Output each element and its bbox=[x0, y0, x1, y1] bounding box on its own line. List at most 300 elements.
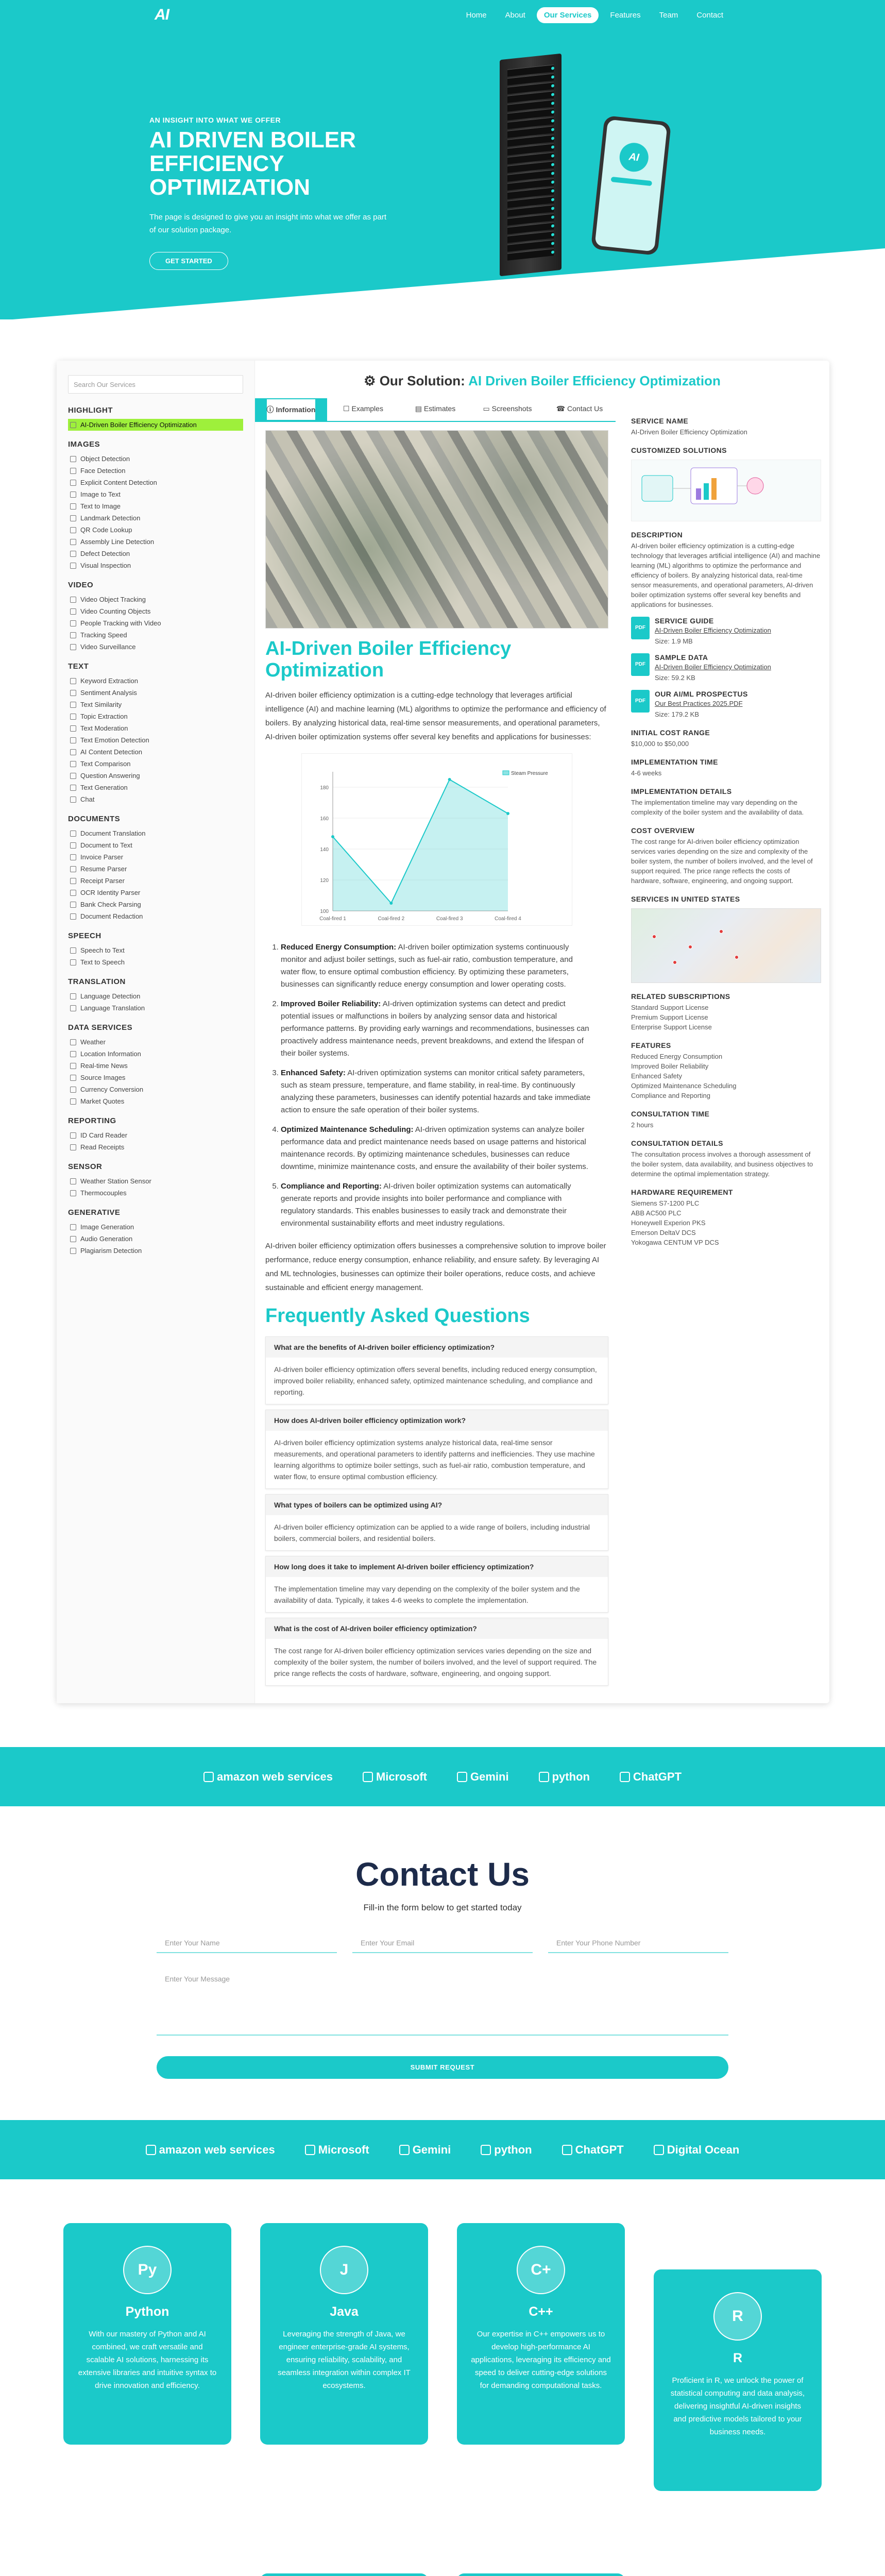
service-icon bbox=[70, 993, 76, 999]
phone-bar bbox=[611, 177, 653, 186]
data-point bbox=[448, 778, 451, 781]
sidebar-item-label: Language Detection bbox=[80, 992, 141, 1000]
tab-label: Examples bbox=[351, 398, 383, 419]
map-marker[interactable] bbox=[688, 945, 692, 949]
sidebar-item-label: Speech to Text bbox=[80, 946, 125, 954]
sidebar-item[interactable] bbox=[68, 1141, 243, 1153]
service-icon bbox=[70, 725, 76, 732]
faq-question[interactable]: What types of boilers can be optimized using AI? bbox=[266, 1495, 608, 1515]
document-link[interactable]: AI-Driven Boiler Efficiency Optimization bbox=[655, 663, 771, 671]
document-size: Size: 179.2 KB bbox=[655, 710, 699, 718]
tab-label: Information bbox=[276, 399, 315, 420]
sidebar-category: SENSOR bbox=[68, 1162, 103, 1171]
sidebar-item-label: Keyword Extraction bbox=[80, 677, 138, 685]
contact-section bbox=[0, 1806, 885, 2120]
sidebar-item[interactable] bbox=[68, 899, 243, 910]
service-icon bbox=[70, 749, 76, 755]
document-link[interactable]: AI-Driven Boiler Efficiency Optimization bbox=[655, 626, 771, 634]
sidebar-item-label: Weather bbox=[80, 1038, 106, 1046]
server-light bbox=[551, 242, 554, 245]
document-size: Size: 59.2 KB bbox=[655, 674, 695, 682]
us-map[interactable] bbox=[631, 908, 821, 983]
service-icon bbox=[70, 1005, 76, 1011]
search-services-input[interactable]: Search Our Services bbox=[68, 375, 243, 394]
language-icon: C+ bbox=[517, 2246, 565, 2294]
server-light bbox=[551, 119, 554, 123]
services-sidebar bbox=[57, 361, 255, 1703]
sidebar-item-label: Text to Speech bbox=[80, 958, 125, 966]
sidebar-item[interactable] bbox=[68, 1083, 243, 1095]
get-started-button[interactable]: GET STARTED bbox=[149, 252, 228, 270]
sidebar-item[interactable] bbox=[68, 524, 243, 536]
server-light bbox=[551, 224, 554, 228]
sidebar-item-label: Text Moderation bbox=[80, 724, 128, 732]
service-icon bbox=[70, 1248, 76, 1254]
benefit-item bbox=[281, 1124, 593, 1173]
logo-mark-icon bbox=[620, 1772, 630, 1782]
message-input[interactable]: Enter Your Message bbox=[157, 1969, 728, 2036]
sidebar-item-label: Location Information bbox=[80, 1050, 141, 1058]
cost-heading: INITIAL COST RANGE bbox=[631, 728, 710, 737]
sidebar-item-label: Invoice Parser bbox=[80, 853, 124, 861]
sidebar-item[interactable] bbox=[68, 629, 243, 641]
sidebar-category: DATA SERVICES bbox=[68, 1023, 133, 1032]
tab-contact-us[interactable] bbox=[543, 398, 616, 421]
consultation-details-value: The consultation process involves a thorough assessment of the boiler system, data availability, and business objectives to determine the optimal implementation strategy. bbox=[631, 1150, 813, 1178]
tab-estimates[interactable] bbox=[399, 398, 471, 421]
nav-link-home[interactable]: Home bbox=[466, 11, 487, 20]
partner-logo bbox=[457, 1770, 509, 1784]
sidebar-item[interactable] bbox=[68, 851, 243, 863]
x-tick-label: Coal-fired 4 bbox=[495, 916, 521, 922]
sidebar-item-label: Image to Text bbox=[80, 490, 121, 498]
partner-logo bbox=[481, 2143, 532, 2157]
partner-logo bbox=[399, 2143, 451, 2157]
features-list bbox=[631, 1052, 821, 1100]
server-light bbox=[551, 75, 554, 79]
hw-item: Emerson DeltaV DCS bbox=[631, 1229, 696, 1236]
service-icon bbox=[70, 620, 76, 626]
sidebar-item[interactable] bbox=[68, 560, 243, 571]
sidebar-item-label: Image Generation bbox=[80, 1223, 134, 1231]
steam-pressure-chart bbox=[301, 753, 572, 926]
sidebar-item-label: AI Content Detection bbox=[80, 748, 142, 756]
server-light bbox=[551, 84, 554, 88]
sidebar-item[interactable] bbox=[68, 1048, 243, 1060]
sidebar-item[interactable] bbox=[68, 419, 243, 431]
sidebar-item[interactable] bbox=[68, 863, 243, 875]
content-tabs bbox=[255, 398, 616, 422]
partner-logo bbox=[539, 1770, 590, 1784]
sidebar-categories bbox=[68, 406, 243, 1257]
logo-mark-icon bbox=[481, 2145, 491, 2155]
contact-fields-row bbox=[157, 1934, 728, 1953]
customized-heading: CUSTOMIZED SOLUTIONS bbox=[631, 446, 727, 454]
language-description: Leveraging the strength of Java, we engineer enterprise-grade AI systems, ensuring reliability, scalability, and seamless integration within complex IT ecosystems. bbox=[278, 2330, 411, 2390]
subs-item: Enterprise Support License bbox=[631, 1023, 712, 1031]
sidebar-item-label: Defect Detection bbox=[80, 550, 130, 557]
legend-label: Steam Pressure bbox=[511, 771, 548, 776]
sidebar-item[interactable] bbox=[68, 687, 243, 699]
service-icon bbox=[70, 678, 76, 684]
sidebar-item[interactable] bbox=[68, 1129, 243, 1141]
tab-label: Screenshots bbox=[492, 398, 532, 419]
logo-label: Gemini bbox=[412, 2143, 451, 2156]
sidebar-item-label: Video Counting Objects bbox=[80, 607, 151, 615]
server-light bbox=[551, 172, 554, 175]
sidebar-item-label: Bank Check Parsing bbox=[80, 901, 141, 908]
logo-label: Microsoft bbox=[318, 2143, 369, 2156]
sidebar-item[interactable] bbox=[68, 758, 243, 770]
sidebar-item[interactable] bbox=[68, 782, 243, 793]
hero-section bbox=[0, 0, 885, 319]
service-icon bbox=[70, 866, 76, 872]
language-icon: Py bbox=[123, 2246, 172, 2294]
faq-question[interactable]: What are the benefits of AI-driven boiler efficiency optimization? bbox=[266, 1337, 608, 1358]
email-input[interactable]: Enter Your Email bbox=[352, 1934, 533, 1953]
sidebar-item[interactable] bbox=[68, 536, 243, 548]
document-heading: SAMPLE DATA bbox=[655, 653, 708, 662]
faq-question[interactable]: What is the cost of AI-driven boiler efficiency optimization? bbox=[266, 1618, 608, 1639]
subs-item: Premium Support License bbox=[631, 1013, 708, 1021]
benefit-title: Improved Boiler Reliability: bbox=[281, 999, 381, 1008]
implementation-value: 4-6 weeks bbox=[631, 769, 662, 777]
service-icon bbox=[70, 1178, 76, 1184]
service-icon bbox=[70, 1087, 76, 1093]
service-icon bbox=[70, 1144, 76, 1150]
map-marker[interactable] bbox=[719, 929, 723, 934]
benefit-title: Enhanced Safety: bbox=[281, 1069, 346, 1077]
service-icon bbox=[70, 890, 76, 896]
phone-input[interactable]: Enter Your Phone Number bbox=[548, 1934, 728, 1953]
name-input[interactable]: Enter Your Name bbox=[157, 1934, 337, 1953]
x-tick-label: Coal-fired 2 bbox=[378, 916, 405, 922]
sidebar-item[interactable] bbox=[68, 1095, 243, 1107]
subscriptions-heading: RELATED SUBSCRIPTIONS bbox=[631, 992, 730, 1001]
language-description: Proficient in R, we unlock the power of statistical computing and data analysis, delivering insightful AI-driven insights and predictive models tailored to your business needs. bbox=[670, 2376, 805, 2436]
tab-icon: ▭ bbox=[483, 398, 492, 419]
logo-label: ChatGPT bbox=[575, 2143, 624, 2156]
hw-item: ABB AC500 PLC bbox=[631, 1209, 682, 1217]
sidebar-item[interactable] bbox=[68, 827, 243, 839]
feat-item: Enhanced Safety bbox=[631, 1072, 683, 1080]
logo-mark-icon bbox=[654, 2145, 664, 2155]
language-card-julia bbox=[260, 2573, 428, 2576]
download-documents bbox=[631, 617, 821, 719]
right-info-column bbox=[616, 398, 829, 1703]
top-navigation bbox=[0, 0, 885, 29]
hw-item: Honeywell Experion PKS bbox=[631, 1219, 706, 1227]
sidebar-item[interactable] bbox=[68, 675, 243, 687]
service-icon bbox=[70, 644, 76, 650]
sidebar-item[interactable] bbox=[68, 722, 243, 734]
sidebar-category: TEXT bbox=[68, 662, 89, 671]
service-icon bbox=[70, 690, 76, 696]
sidebar-item[interactable] bbox=[68, 699, 243, 710]
sidebar-item[interactable] bbox=[68, 1175, 243, 1187]
sidebar-item[interactable] bbox=[68, 1060, 243, 1072]
document-heading: OUR AI/ML PROSPECTUS bbox=[655, 690, 748, 698]
server-light bbox=[551, 207, 554, 210]
nav-link-our-services[interactable]: Our Services bbox=[537, 7, 599, 23]
language-name: R bbox=[733, 2351, 743, 2365]
logo-label: Gemini bbox=[470, 1770, 509, 1783]
sidebar-item-label: Sentiment Analysis bbox=[80, 689, 137, 697]
service-icon bbox=[70, 563, 76, 569]
service-icon bbox=[70, 492, 76, 498]
logo-mark-icon bbox=[363, 1772, 373, 1782]
feat-item: Reduced Energy Consumption bbox=[631, 1053, 723, 1060]
sidebar-item-label: Thermocouples bbox=[80, 1189, 127, 1197]
server-light bbox=[551, 189, 554, 193]
solution-name: AI Driven Boiler Efficiency Optimization bbox=[468, 373, 721, 388]
sidebar-item-label: Read Receipts bbox=[80, 1143, 125, 1151]
document-download[interactable] bbox=[631, 690, 821, 719]
phone-screen bbox=[594, 120, 667, 252]
partner-logo bbox=[146, 2143, 275, 2157]
tab-examples[interactable] bbox=[327, 398, 399, 421]
sidebar-item-label: Visual Inspection bbox=[80, 562, 131, 569]
benefit-title: Reduced Energy Consumption: bbox=[281, 943, 397, 952]
service-icon bbox=[70, 1051, 76, 1057]
language-card-python bbox=[63, 2223, 231, 2445]
server-light bbox=[551, 233, 554, 236]
sidebar-item-label: Object Detection bbox=[80, 455, 130, 463]
contact-title: Contact Us bbox=[355, 1856, 530, 1893]
partner-logo bbox=[654, 2143, 740, 2157]
nav-link-features[interactable]: Features bbox=[610, 11, 641, 20]
service-icon bbox=[70, 761, 76, 767]
nav-link-about[interactable]: About bbox=[505, 11, 525, 20]
document-download[interactable] bbox=[631, 653, 821, 683]
faq-answer: The cost range for AI-driven boiler efficiency optimization services varies depending on the size and complexity of the boiler system, the number of boilers involved, and the level of support required. The price range reflects the costs of hardware, software, engineering, and ongoing support. bbox=[274, 1647, 597, 1677]
feat-item: Improved Boiler Reliability bbox=[631, 1062, 709, 1070]
sidebar-item[interactable] bbox=[68, 1245, 243, 1257]
server-light bbox=[551, 145, 554, 149]
hardware-list bbox=[631, 1198, 821, 1247]
logo-label: Digital Ocean bbox=[667, 2143, 740, 2156]
language-name: Python bbox=[125, 2304, 169, 2319]
server-light bbox=[551, 66, 554, 70]
sidebar-item[interactable] bbox=[68, 617, 243, 629]
benefit-item bbox=[281, 998, 593, 1060]
x-tick-label: Coal-fired 3 bbox=[436, 916, 463, 922]
benefit-item bbox=[281, 1180, 593, 1230]
sidebar-item[interactable] bbox=[68, 1187, 243, 1199]
document-download[interactable] bbox=[631, 617, 821, 646]
hw-item: Yokogawa CENTUM VP DCS bbox=[631, 1239, 719, 1246]
sidebar-item-label: Document Redaction bbox=[80, 912, 143, 920]
service-icon bbox=[70, 913, 76, 920]
sidebar-item-label: Language Translation bbox=[80, 1004, 145, 1012]
sidebar-item-label: Resume Parser bbox=[80, 865, 127, 873]
hero-diagonal bbox=[0, 248, 885, 320]
sidebar-item[interactable] bbox=[68, 710, 243, 722]
language-description: Our expertise in C++ empowers us to develop high-performance AI applications, leveraging its efficiency and speed to deliver cutting-edge solutions for demanding computational tasks. bbox=[471, 2330, 611, 2390]
service-icon bbox=[70, 1224, 76, 1230]
faq-answer: AI-driven boiler efficiency optimization offers several benefits, including reduced energy consumption, improved boiler reliability, enhanced safety, optimized maintenance scheduling, and compliance and reporting. bbox=[274, 1365, 597, 1396]
service-icon bbox=[70, 515, 76, 521]
sidebar-category: REPORTING bbox=[68, 1116, 116, 1125]
service-icon bbox=[70, 785, 76, 791]
logo-label: amazon web services bbox=[159, 2143, 275, 2156]
site-logo[interactable]: AI bbox=[155, 6, 169, 23]
sidebar-item[interactable] bbox=[68, 793, 243, 805]
service-icon bbox=[70, 1190, 76, 1196]
service-icon bbox=[70, 456, 76, 462]
sidebar-item[interactable] bbox=[68, 944, 243, 956]
benefit-text: AI-driven boiler optimization systems continuously monitor and adjust boiler settings, such as fuel-air ratio, combustion temperature, and water flow, to ensure optimal combustion efficiency. By optimizing these parameters, businesses can significantly reduce energy consumption and lower operating costs. bbox=[281, 943, 573, 989]
map-marker[interactable] bbox=[673, 960, 677, 964]
tab-screenshots[interactable] bbox=[471, 398, 543, 421]
sidebar-item[interactable] bbox=[68, 1002, 243, 1014]
tab-information[interactable] bbox=[255, 398, 327, 421]
server-light bbox=[551, 110, 554, 114]
tab-icon: ⓘ bbox=[267, 399, 276, 420]
logo-label: amazon web services bbox=[216, 1770, 333, 1783]
service-icon bbox=[70, 1075, 76, 1081]
area-fill bbox=[333, 779, 508, 911]
document-info bbox=[655, 690, 748, 719]
sidebar-category: GENERATIVE bbox=[68, 1208, 121, 1217]
hw-item: Siemens S7-1200 PLC bbox=[631, 1199, 700, 1207]
sidebar-item-label: Question Answering bbox=[80, 772, 140, 779]
service-name-value: AI-Driven Boiler Efficiency Optimization bbox=[631, 428, 747, 436]
feat-item: Compliance and Reporting bbox=[631, 1092, 710, 1099]
sidebar-item[interactable] bbox=[68, 488, 243, 500]
nav-link-contact[interactable]: Contact bbox=[696, 11, 723, 20]
map-marker[interactable] bbox=[652, 935, 656, 939]
sidebar-item[interactable] bbox=[68, 910, 243, 922]
benefit-item bbox=[281, 1067, 593, 1116]
sidebar-item[interactable] bbox=[68, 641, 243, 653]
sidebar-category: TRANSLATION bbox=[68, 977, 126, 986]
nav-link-team[interactable]: Team bbox=[659, 11, 678, 20]
sidebar-item[interactable] bbox=[68, 875, 243, 887]
partner-logo-bar bbox=[0, 1747, 885, 1806]
sidebar-category: SPEECH bbox=[68, 931, 101, 940]
sidebar-category: VIDEO bbox=[68, 581, 94, 589]
phone-illustration bbox=[591, 115, 671, 256]
contact-subtitle: Fill-in the form below to get started today bbox=[363, 1903, 522, 1912]
partner-logo bbox=[363, 1770, 427, 1784]
sidebar-item[interactable] bbox=[68, 839, 243, 851]
sidebar-item[interactable] bbox=[68, 1233, 243, 1245]
service-icon bbox=[70, 422, 76, 428]
partner-logo bbox=[203, 1770, 333, 1784]
pdf-icon: PDF bbox=[631, 617, 650, 639]
aerial-photo bbox=[265, 430, 608, 629]
sidebar-item[interactable] bbox=[68, 956, 243, 968]
hero-description: The page is designed to give you an insight into what we offer as part of our solution package. bbox=[149, 213, 387, 234]
description-value: AI-driven boiler efficiency optimization is a cutting-edge technology that leverages artificial intelligence (AI) and machine learning (ML) algorithms to optimize the performance and efficiency of boilers. By analyzing historical data, real-time sensor measurements, and operational parameters, AI-driven boiler optimization systems offer several key benefits and applications for businesses. bbox=[631, 542, 821, 608]
sidebar-item-label: Receipt Parser bbox=[80, 877, 125, 885]
faq-item[interactable] bbox=[265, 1410, 608, 1489]
sidebar-item[interactable] bbox=[68, 512, 243, 524]
service-icon bbox=[70, 702, 76, 708]
service-icon bbox=[70, 737, 76, 743]
description-heading: DESCRIPTION bbox=[631, 531, 683, 539]
logo-label: python bbox=[494, 2143, 532, 2156]
submit-request-button[interactable]: SUBMIT REQUEST bbox=[157, 2056, 728, 2079]
faq-answer: AI-driven boiler efficiency optimization can be applied to a wide range of boilers, including industrial boilers, commercial boilers, and residential boilers. bbox=[274, 1523, 590, 1543]
service-panel bbox=[57, 361, 829, 1703]
sidebar-item-label: Market Quotes bbox=[80, 1097, 125, 1105]
sidebar-item-label: Document to Text bbox=[80, 841, 132, 849]
phone-logo: AI bbox=[618, 142, 650, 174]
consultation-details-heading: CONSULTATION DETAILS bbox=[631, 1139, 723, 1147]
faq-item[interactable] bbox=[265, 1618, 608, 1686]
logo-label: ChatGPT bbox=[633, 1770, 682, 1783]
sidebar-item-label: Plagiarism Detection bbox=[80, 1247, 142, 1255]
service-icon bbox=[70, 608, 76, 615]
sidebar-item[interactable] bbox=[68, 605, 243, 617]
faq-question[interactable]: How does AI-driven boiler efficiency optimization work? bbox=[266, 1410, 608, 1431]
sidebar-item[interactable] bbox=[68, 770, 243, 782]
sidebar-item[interactable] bbox=[68, 594, 243, 605]
languages-grid bbox=[0, 2179, 885, 2576]
language-card-java bbox=[260, 2223, 428, 2445]
sidebar-item-label: Audio Generation bbox=[80, 1235, 133, 1243]
sidebar-item[interactable] bbox=[68, 1221, 243, 1233]
sidebar-item[interactable] bbox=[68, 746, 243, 758]
sidebar-item[interactable] bbox=[68, 734, 243, 746]
tab-label: Estimates bbox=[424, 398, 455, 419]
service-icon bbox=[70, 1098, 76, 1105]
benefit-text: AI-driven optimization systems can monitor critical safety parameters, such as steam pressure, temperature, and flame stability, in real-time. By continuously analyzing these parameters, businesses can identify potential hazards and take immediate action to ensure the safe operation of their boiler systems. bbox=[281, 1069, 591, 1114]
sidebar-item[interactable] bbox=[68, 887, 243, 899]
sidebar-item[interactable] bbox=[68, 1072, 243, 1083]
sidebar-category: DOCUMENTS bbox=[68, 815, 121, 823]
map-marker[interactable] bbox=[735, 955, 739, 959]
sidebar-item-label: Face Detection bbox=[80, 467, 126, 474]
sidebar-item[interactable] bbox=[68, 1036, 243, 1048]
logo-label: python bbox=[552, 1770, 590, 1783]
document-link[interactable]: Our Best Practices 2025.PDF bbox=[655, 700, 743, 707]
language-card-r bbox=[654, 2269, 822, 2491]
diagram-illustration bbox=[632, 460, 821, 521]
implementation-details-heading: IMPLEMENTATION DETAILS bbox=[631, 787, 732, 795]
language-description: With our mastery of Python and AI combined, we craft versatile and scalable AI solutions, harnessing its extensive libraries and intuitive syntax to drive innovation and efficiency. bbox=[78, 2330, 217, 2390]
sidebar-item-label: Document Translation bbox=[80, 829, 146, 837]
sidebar-item[interactable] bbox=[68, 990, 243, 1002]
pdf-icon: PDF bbox=[631, 690, 650, 713]
benefit-item bbox=[281, 941, 593, 991]
service-name-heading: SERVICE NAME bbox=[631, 417, 689, 425]
sidebar-item[interactable] bbox=[68, 453, 243, 465]
sidebar-item[interactable] bbox=[68, 500, 243, 512]
faq-item[interactable] bbox=[265, 1336, 608, 1404]
faq-item[interactable] bbox=[265, 1494, 608, 1551]
hardware-heading: HARDWARE REQUIREMENT bbox=[631, 1188, 733, 1196]
service-icon bbox=[70, 831, 76, 837]
faq-item[interactable] bbox=[265, 1556, 608, 1613]
sidebar-category: IMAGES bbox=[68, 440, 100, 449]
partner-logo bbox=[620, 1770, 682, 1784]
sidebar-item[interactable] bbox=[68, 548, 243, 560]
document-info bbox=[655, 617, 771, 646]
sidebar-item[interactable] bbox=[68, 465, 243, 477]
service-icon bbox=[70, 597, 76, 603]
service-icon bbox=[70, 1039, 76, 1045]
sidebar-item[interactable] bbox=[68, 477, 243, 488]
main-content bbox=[255, 361, 829, 1703]
sidebar-item-label: Text Comparison bbox=[80, 760, 131, 768]
partner-logo bbox=[305, 2143, 369, 2157]
logo-mark-icon bbox=[146, 2145, 156, 2155]
language-card-matlab bbox=[457, 2573, 625, 2576]
faq-question[interactable]: How long does it take to implement AI-driven boiler efficiency optimization? bbox=[266, 1556, 608, 1577]
